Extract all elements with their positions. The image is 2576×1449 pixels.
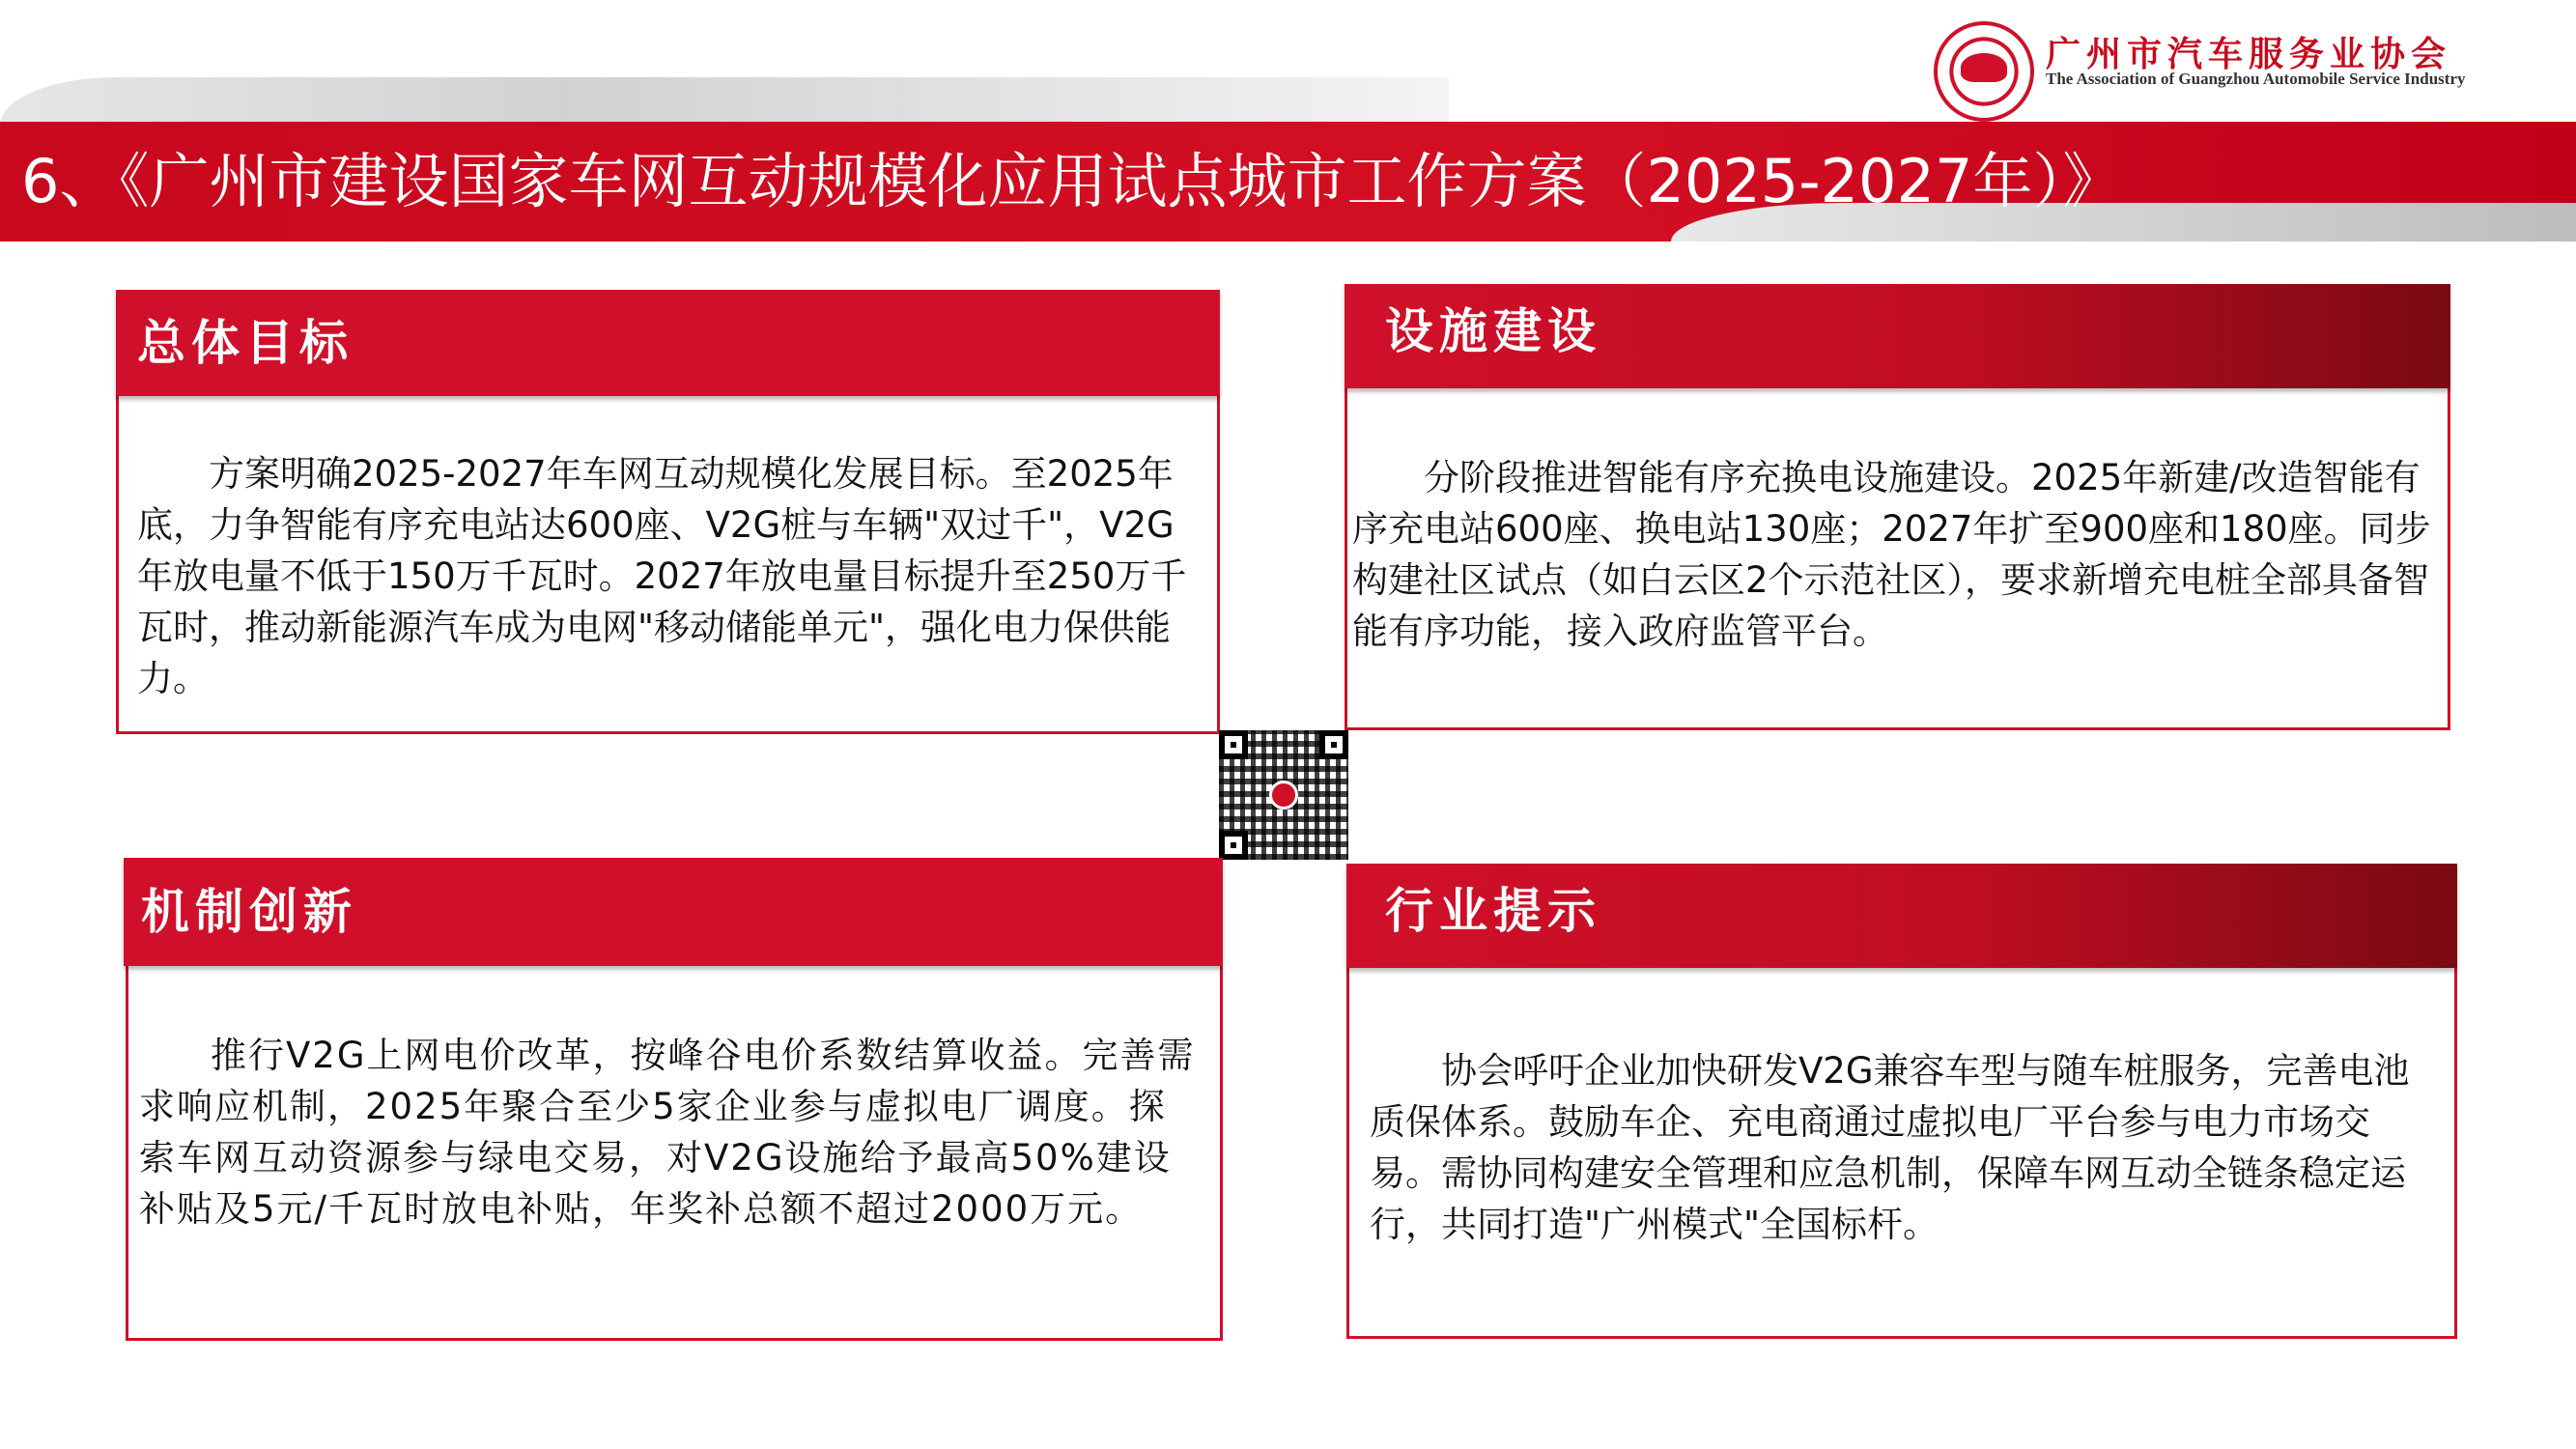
goals-body: 方案明确2025-2027年车网互动规模化发展目标。至2025年底，力争智能有序充电站达600座、V2G桩与车辆"双过千"，V2G年放电量不低于150万千瓦时。2027年放电量目标提升至250万千瓦时，推动新能源汽车成为电网"移动储能单元"，强化电力保供能力。 <box>137 453 1187 699</box>
industry-body: 协会呼吁企业加快研发V2G兼容车型与随车桩服务，完善电池质保体系。鼓励车企、充电商通过虚拟电厂平台参与电力市场交易。需协同构建安全管理和应急机制，保障车网互动全链条稳定运行，共同打造"广州模式"全国标杆。 <box>1370 1050 2410 1245</box>
mechanism-body: 推行V2G上网电价改革，按峰谷电价系数结算收益。完善需求响应机制，2025年聚合至少5家企业参与虚拟电厂调度。探索车网互动资源参与绿电交易，对V2G设施给予最高50%建设补贴及5元/千瓦时放电补贴，年奖补总额不超过2000万元。 <box>139 1035 1196 1230</box>
header-decor-gray-band <box>0 77 1449 126</box>
qr-logo-icon <box>1269 781 1298 810</box>
facilities-body: 分阶段推进智能有序充换电设施建设。2025年新建/改造智能有序充电站600座、换电站130座；2027年扩至900座和180座。同步构建社区试点（如白云区2个示范社区），要求新增充电桩全部具备智能有序功能，接入政府监管平台。 <box>1352 457 2431 652</box>
association-name-cn: 广州市汽车服务业协会 <box>2046 35 2452 74</box>
qr-finder-bottom-left <box>1219 831 1248 860</box>
qr-finder-top-left <box>1219 730 1248 759</box>
facilities-heading: 设施建设 <box>1345 284 2450 388</box>
industry-heading: 行业提示 <box>1346 864 2457 968</box>
mechanism-heading: 机制创新 <box>124 858 1223 966</box>
association-name-en: The Association of Guangzhou Automobile Service Industry <box>2046 70 2466 88</box>
page-title: 6、《广州市建设国家车网互动规模化应用试点城市工作方案（2025-2027年）》 <box>21 146 2123 216</box>
car-icon <box>1961 53 2007 82</box>
qr-finder-top-right <box>1319 730 1348 759</box>
goals-heading: 总体目标 <box>116 290 1220 396</box>
